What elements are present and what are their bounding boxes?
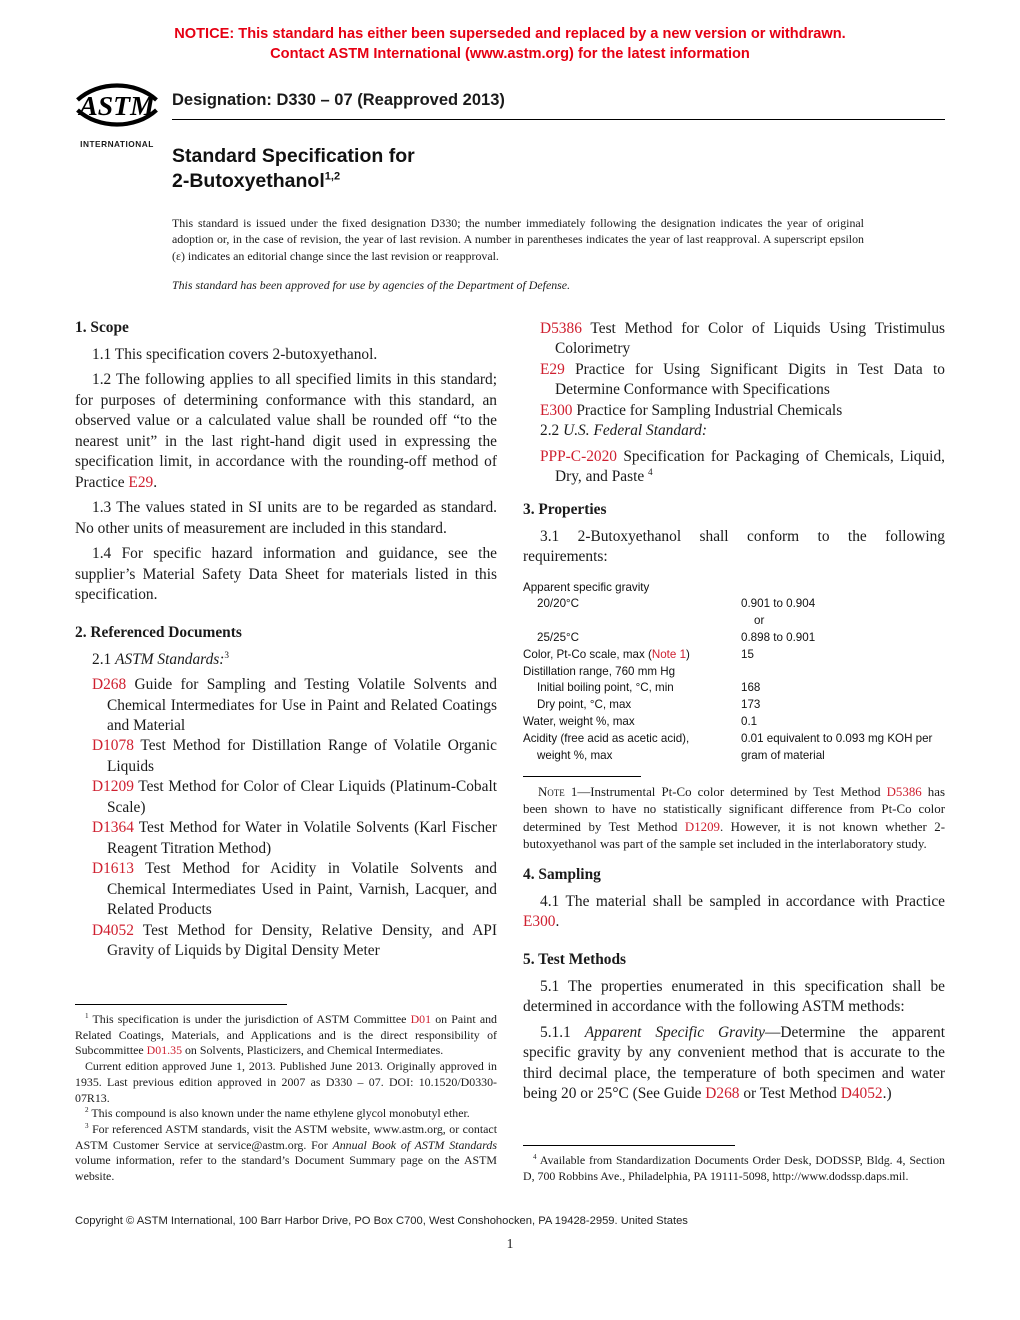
link-d1209[interactable]: D1209 — [92, 778, 134, 796]
designation: Designation: D330 – 07 (Reapproved 2013) — [172, 90, 505, 109]
text-run: U.S. Federal Standard: — [563, 422, 708, 440]
link-e29[interactable]: E29 — [128, 473, 154, 491]
text-run: Practice for Sampling Industrial Chemicals — [572, 401, 843, 419]
table-row — [523, 748, 945, 765]
footnote-separator — [523, 1145, 735, 1146]
text-run: weight %, max — [537, 748, 613, 762]
table-row — [523, 697, 945, 714]
text-run: or Test Method — [739, 1085, 841, 1103]
note-separator-rule — [523, 776, 641, 777]
property-label — [523, 680, 741, 697]
text-run: Test Method for Water in Volatile Solvents (Karl Fischer Reagent Titration Method) — [107, 819, 497, 857]
paragraph-1-4 — [75, 544, 497, 605]
document-title — [172, 144, 945, 194]
link-d01-35[interactable]: D01.35 — [146, 1043, 183, 1058]
section-heading-properties: 3. Properties — [523, 500, 607, 518]
text-run: 20/20°C — [537, 597, 580, 611]
text-run: For referenced ASTM standards, visit the ASTM website, www.astm.org, or contact ASTM Customer Service at service@astm.org. For — [75, 1121, 497, 1152]
copyright-line: Copyright © ASTM International, 100 Barr Harbor Drive, PO Box C700, West Conshohocken, PA 19428-2959. United States — [75, 1214, 688, 1227]
text-run: Annual Book of ASTM Standards — [332, 1137, 497, 1152]
paragraph-5-1-1 — [523, 1023, 945, 1105]
text-run: Test Method for Color of Clear Liquids (Platinum-Cobalt Scale) — [107, 778, 497, 816]
property-label — [523, 748, 741, 765]
reference-item-d1209 — [75, 777, 497, 818]
text-run: —Determine the apparent specific gravity by any convenient method that is accurate to the third decimal place, the temperature of both specimen and water being 20 or 25°C (See Guide — [523, 1023, 945, 1103]
text-run: 2 — [85, 1106, 89, 1115]
link-d01[interactable]: D01 — [410, 1011, 432, 1026]
text-run: 4 — [648, 466, 653, 477]
svg-text:ASTM: ASTM — [79, 89, 155, 121]
text-run: Distillation range, 760 mm Hg — [523, 664, 676, 678]
property-value: gram of material — [741, 748, 825, 762]
table-row — [523, 714, 945, 731]
section-heading-referenced-documents: 2. Referenced Documents — [75, 623, 242, 641]
table-row — [523, 680, 945, 697]
footnote-2 — [75, 1106, 497, 1122]
link-d5386[interactable]: D5386 — [886, 785, 922, 800]
reference-item-d1613 — [75, 859, 497, 920]
withdrawal-notice — [75, 0, 945, 65]
link-d1364[interactable]: D1364 — [92, 819, 134, 837]
text-run: 1.3 The values stated in SI units are to be regarded as standard. No other units of measurement are included in this standard. — [75, 499, 497, 537]
text-run: 1 — [85, 1012, 89, 1021]
text-run: 2.2 — [540, 422, 564, 440]
property-value: 0.1 — [741, 714, 758, 728]
section-heading-scope: 1. Scope — [75, 318, 129, 336]
property-value: 0.898 to 0.901 — [741, 630, 816, 644]
right-column — [523, 319, 945, 1185]
title-line-1: Standard Specification for — [172, 144, 415, 167]
text-run: Specification for Packaging of Chemicals, Liquid, Dry, and Paste — [555, 447, 945, 486]
property-label — [523, 596, 741, 613]
footnote-3 — [75, 1122, 497, 1185]
table-row — [523, 647, 945, 664]
dod-approval-note: This standard has been approved for use by agencies of the Department of Defense. — [172, 277, 571, 292]
reference-item-d268 — [75, 675, 497, 736]
section-heading-sampling: 4. Sampling — [523, 865, 601, 883]
text-run: 1.1 This specification covers 2-butoxyethanol. — [92, 345, 378, 363]
link-d1209[interactable]: D1209 — [684, 819, 720, 834]
left-column — [75, 319, 497, 1185]
text-run: Acidity (free acid as acetic acid), — [523, 731, 690, 745]
text-run: Current edition approved June 1, 2013. Published June 2013. Originally approved in 1935. Last previous edition approved in 2007 as D330 – 07. DOI: 10.1520/D0330-07R13. — [75, 1059, 497, 1105]
text-run: 5.1.1 — [540, 1023, 585, 1041]
property-value: 168 — [741, 681, 761, 695]
text-run: Initial boiling point, °C, min — [537, 681, 674, 695]
property-value — [741, 580, 945, 597]
text-run: Apparent specific gravity — [523, 580, 650, 594]
text-run: 5.1 The properties enumerated in this specification shall be determined in accordance with the following ASTM methods: — [523, 977, 945, 1016]
reference-item-d5386 — [523, 319, 945, 360]
paragraph-2-2 — [523, 421, 945, 441]
table-row — [523, 630, 945, 647]
property-value: or — [754, 614, 765, 628]
text-run: volume information, refer to the standard’s Document Summary page on the ASTM website. — [75, 1153, 497, 1184]
section-heading-test-methods: 5. Test Methods — [523, 950, 627, 968]
text-run: . — [153, 473, 158, 491]
property-label — [523, 647, 741, 664]
text-run: Available from Standardization Documents Order Desk, DODSSP, Bldg. 4, Section D, 700 Robbins Ave., Philadelphia, PA 19111-5098, http://www.dodssp.daps.mil. — [523, 1153, 945, 1184]
text-run: Note 1— — [538, 785, 591, 800]
reference-item-d1078 — [75, 736, 497, 777]
notice-line-2 — [75, 44, 945, 64]
notice-line-1: NOTICE: This standard has either been superseded and replaced by a new version or withdrawn. — [174, 26, 846, 42]
table-row — [523, 664, 945, 681]
text-run: Apparent Specific Gravity — [584, 1023, 766, 1041]
link-d4052[interactable]: D4052 — [840, 1085, 883, 1103]
text-run: on Solvents, Plasticizers, and Chemical Intermediates. — [182, 1043, 444, 1058]
text-run: Instrumental Pt-Co color determined by Test Method — [590, 785, 887, 800]
property-label — [523, 731, 741, 748]
text-run: . — [555, 913, 560, 931]
text-run: 4.1 The material shall be sampled in accordance with Practice — [540, 892, 945, 910]
link-note-1[interactable]: Note 1 — [651, 647, 687, 661]
table-row — [523, 596, 945, 613]
table-row — [523, 613, 945, 630]
footnote-4 — [523, 1153, 945, 1184]
text-run: Water, weight %, max — [523, 714, 635, 728]
paragraph-5-1 — [523, 977, 945, 1018]
text-run: 3 — [85, 1121, 89, 1130]
table-row — [523, 731, 945, 748]
page-number: 1 — [506, 1235, 514, 1251]
footnote-1-edition-note — [75, 1059, 497, 1106]
link-e300[interactable]: E300 — [523, 913, 556, 931]
link-d5386[interactable]: D5386 — [540, 319, 582, 337]
paragraph-1-2 — [75, 370, 497, 493]
document-header — [75, 77, 945, 293]
text-run: Guide for Sampling and Testing Volatile Solvents and Chemical Intermediates for Use in Paint and Related Coatings and Material — [107, 676, 497, 734]
note-1-paragraph — [523, 784, 945, 853]
reference-item-d1364 — [75, 818, 497, 859]
text-run: Practice for Using Significant Digits in Test Data to Determine Conformance with Specifications — [555, 360, 945, 399]
title-compound-name: 2-Butoxyethanol — [172, 169, 325, 192]
link-e29[interactable]: E29 — [540, 360, 565, 378]
property-label — [523, 697, 741, 714]
text-run: Test Method for Distillation Range of Volatile Organic Liquids — [107, 737, 497, 775]
property-label — [523, 630, 741, 647]
title-line-2 — [172, 169, 945, 194]
paragraph-1-3 — [75, 498, 497, 539]
paragraph-4-1 — [523, 892, 945, 933]
logo-caption: INTERNATIONAL — [80, 138, 154, 149]
text-run: 25/25°C — [537, 630, 580, 644]
text-run: on Paint and Related Coatings, Materials, and Applications and is the direct responsibility of Subcommittee — [75, 1011, 498, 1058]
astm-logo-icon — [75, 77, 159, 133]
text-run: 1.2 The following applies to all specified limits in this standard; for purposes of determining conformance with this standard, an observed value or a calculated value shall be rounded off “to the nearest unit” in the last right-hand digit used in expressing the specification limit, in accordance with the rounding-off method of Practice — [75, 371, 497, 491]
text-run: ASTM Standards: — [115, 650, 225, 668]
table-row — [523, 580, 945, 597]
text-run: . However, it is not known whether 2-butoxyethanol was part of the sample set included in the interlaboratory study. — [523, 819, 945, 851]
title-footnote-marker: 1,2 — [324, 170, 341, 183]
property-value: 0.01 equivalent to 0.093 mg KOH per — [741, 731, 933, 745]
link-d268[interactable]: D268 — [92, 676, 127, 694]
property-value — [741, 664, 945, 681]
paragraph-3-1 — [523, 527, 945, 568]
property-value: 0.901 to 0.904 — [741, 597, 816, 611]
property-value: 15 — [741, 647, 754, 661]
text-run: .) — [882, 1085, 892, 1103]
issuance-paragraph: This standard is issued under the fixed designation D330; the number immediately following the designation indicates the year of original adoption or, in the case of revision, the year of last revision. A number in parentheses indicates the year of last reapproval. A superscript epsilon (ε) indicates an editorial change since the last revision or reapproval. — [172, 215, 864, 264]
text-run: Dry point, °C, max — [537, 698, 632, 712]
text-run: Color, Pt-Co scale, max ( — [523, 647, 652, 661]
text-run: 4 — [533, 1153, 537, 1162]
property-label — [523, 714, 741, 731]
reference-item-e300 — [523, 401, 945, 421]
text-run: Test Method for Density, Relative Density, and API Gravity of Liquids by Digital Density Meter — [107, 921, 497, 960]
text-run: Test Method for Color of Liquids Using Tristimulus Colorimetry — [555, 319, 945, 358]
text-run: has been shown to have no statistically significant difference from Pt-Co color determined by Test Method — [523, 785, 945, 834]
paragraph-2-1 — [75, 650, 497, 670]
left-footnotes — [75, 990, 497, 1185]
link-e300[interactable]: E300 — [540, 401, 573, 419]
text-run: ) — [686, 647, 690, 661]
astm-logo — [75, 77, 159, 293]
property-label — [523, 664, 741, 681]
footnote-1 — [75, 1012, 497, 1059]
header-right — [172, 77, 945, 293]
text-run: ) for the latest information — [569, 46, 750, 63]
footnote-separator — [75, 1004, 287, 1005]
link-d4052[interactable]: D4052 — [92, 921, 134, 939]
reference-item-e29 — [523, 360, 945, 401]
right-footnotes — [523, 1131, 945, 1184]
astm-website-link[interactable]: www.astm.org — [469, 46, 570, 63]
text-run: 2.1 — [92, 650, 116, 668]
reference-item-ppp-c-2020 — [523, 447, 945, 488]
property-label — [523, 580, 741, 597]
two-column-body — [75, 319, 945, 1185]
text-run: 3 — [224, 649, 230, 660]
text-run: Contact ASTM International ( — [270, 46, 470, 63]
text-run: This specification is under the jurisdiction of ASTM Committee — [88, 1011, 411, 1026]
link-d268[interactable]: D268 — [705, 1085, 740, 1103]
header-rule — [172, 119, 945, 120]
property-label — [523, 613, 741, 630]
paragraph-1-1 — [75, 345, 497, 365]
text-run: This compound is also known under the name ethylene glycol monobutyl ether. — [88, 1106, 470, 1121]
properties-table — [523, 580, 945, 765]
text-run: Test Method for Acidity in Volatile Solvents and Chemical Intermediates Used in Paint, Varnish, Lacquer, and Related Products — [107, 860, 497, 919]
property-value: 173 — [741, 698, 761, 712]
reference-item-d4052 — [75, 921, 497, 962]
text-run: 3.1 2-Butoxyethanol shall conform to the following requirements: — [523, 527, 945, 566]
link-d1078[interactable]: D1078 — [92, 737, 134, 755]
text-run: 1.4 For specific hazard information and guidance, see the supplier’s Material Safety Data Sheet for materials listed in this specification. — [75, 545, 497, 604]
link-d1613[interactable]: D1613 — [92, 860, 134, 878]
link-ppp-c-2020[interactable]: PPP-C-2020 — [540, 447, 617, 465]
